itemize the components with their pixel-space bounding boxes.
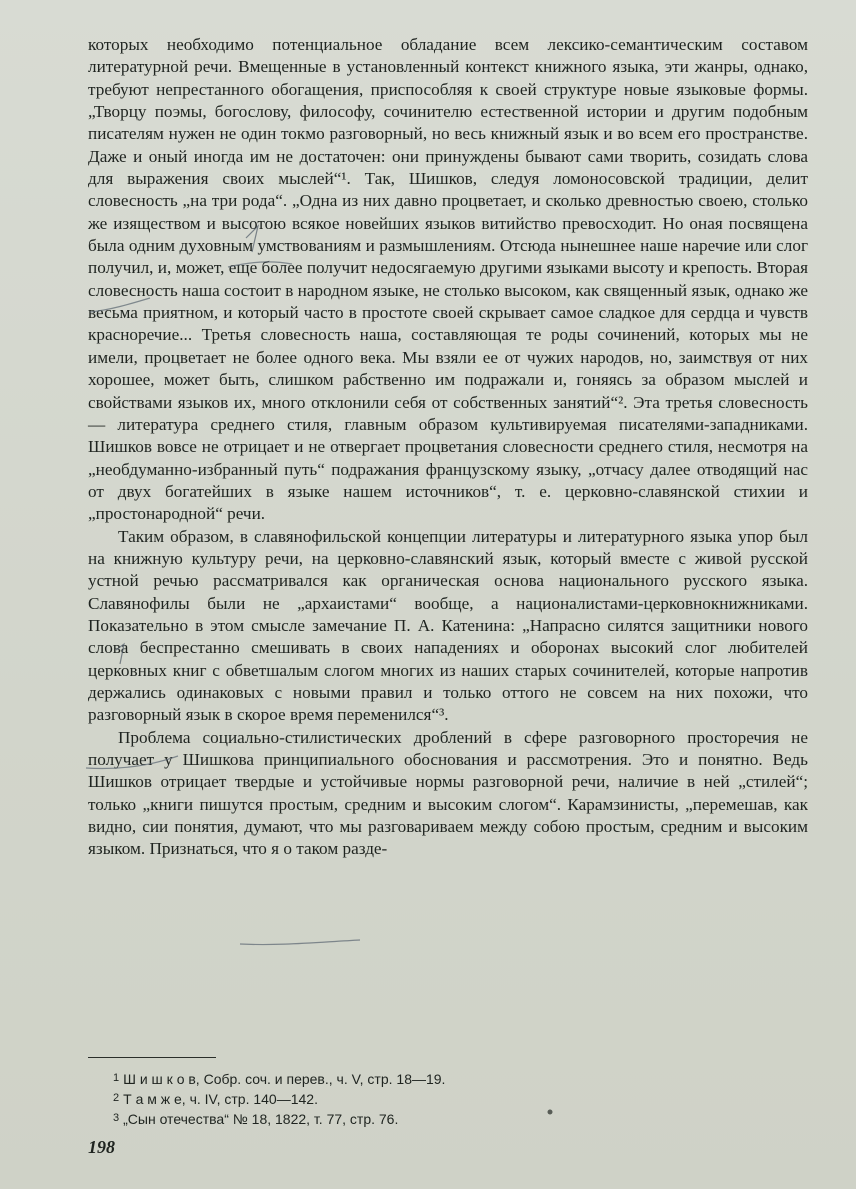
footnotes — [113, 1069, 753, 1129]
footnote-divider — [88, 1057, 216, 1058]
footnote-1-text: Ш и ш к о в, Собр. соч. и перев., ч. V, стр. 18—19. — [123, 1071, 446, 1087]
body-text — [88, 34, 808, 861]
paragraph-2: Таким образом, в славянофильской концепции литературы и литературного языка упор был на книжную культуру речи, на церковно-славянский язык, который вместе с живой русской устной речью рассматривался как органическая основа национального русского языка. Славянофилы были не „архаистами“ вообще, а националистами-церковнокнижниками. Показательно в этом смысле замечание П. А. Катенина: „Напрасно силятся защитники нового слова беспрестанно смешивать в своих нападениях и оборонах высокий слог любителей церковных книг с обветшалым слогом многих из наших старых сочинителей, которые напротив держались одинаковых с новыми правил и только оттого не совсем на них похожи, что разговорный язык в скорое время переменился“³. — [88, 526, 808, 725]
pencil-underline-4 — [240, 940, 360, 945]
footnote-2-number: 2 — [113, 1092, 120, 1104]
footnote-2 — [113, 1089, 753, 1109]
footnote-3-number: 3 — [113, 1112, 120, 1124]
footnote-1-number: 1 — [113, 1072, 120, 1084]
footnote-1 — [113, 1069, 753, 1089]
footnote-3-text: „Сын отечества“ № 18, 1822, т. 77, стр. 76. — [123, 1111, 399, 1127]
paragraph-1: которых необходимо потенциальное обладание всем лексико-семантическим составом литературной речи. Вмещенные в установленный контекст книжного языка, эти жанры, однако, требуют непрестанного обогащения, приспособляя к своей структуре новые языковые формы. „Творцу поэмы, богослову, философу, сочинителю естественной истории и другим подобным писателям нужен не один токмо разговорный, но весь книжный язык и во всем его пространстве. Даже и оный иногда им не достаточен: они принуждены бывают сами творить, созидать слова для выражения своих мыслей“¹. Так, Шишков, следуя ломоносовской традиции, делит словесность „на три рода“. „Одна из них давно процветает, и сколько древностью своею, столько же изяществом и высотою всякое новейших языков витийство превосходит. Но оная посвящена была одним духовным умствованиям и размышлениям. Отсюда нынешнее наше наречие или слог получил, и, может, еще более получит недосягаемую другими языками высоту и крепость. Вторая словесность наша состоит в народном языке, не столько высоком, как священный язык, однако же весьма приятном, и который часто в простоте своей скрывает самое сладкое для сердца и чувств красноречие... Третья словесность наша, составляющая те роды сочинений, которых мы не имели, процветает не более одного века. Мы взяли ее от чужих народов, но, заимствуя от них хорошее, может быть, слишком рабственно им подражали и, гоняясь за образом мыслей и свойствами языков их, много отклонили себя от собственных занятий“². Эта третья словесность — литература среднего стиля, главным образом культивируемая писателями-западниками. Шишков вовсе не отрицает и не отвергает процветания словесности среднего стиля, несмотря на „необдуманно-избранный путь“ подражания французскому языку, „отчасу далее отводящий нас от двух богатейших в языке нашем источников“, т. е. церковно-славянской стихии и „простонародной“ речи. — [88, 35, 808, 524]
footnote-3 — [113, 1109, 753, 1129]
footnote-2-text: Т а м ж е, ч. IV, стр. 140—142. — [123, 1091, 318, 1107]
paragraph-3: Проблема социально-стилистических дроблений в сфере разговорного просторечия не получает у Шишкова принципиального обоснования и рассмотрения. Это и понятно. Ведь Шишков отрицает твердые и устойчивые нормы разговорной речи, наличие в ней „стилей“; только „книги пишутся простым, средним и высоким слогом“. Карамзинисты, „перемешав, как видно, сии понятия, думают, что мы разговариваем между собою простым, средним и высоким языком. Признаться, что я о таком разде- — [88, 727, 808, 859]
page-number: 198 — [88, 1137, 115, 1157]
